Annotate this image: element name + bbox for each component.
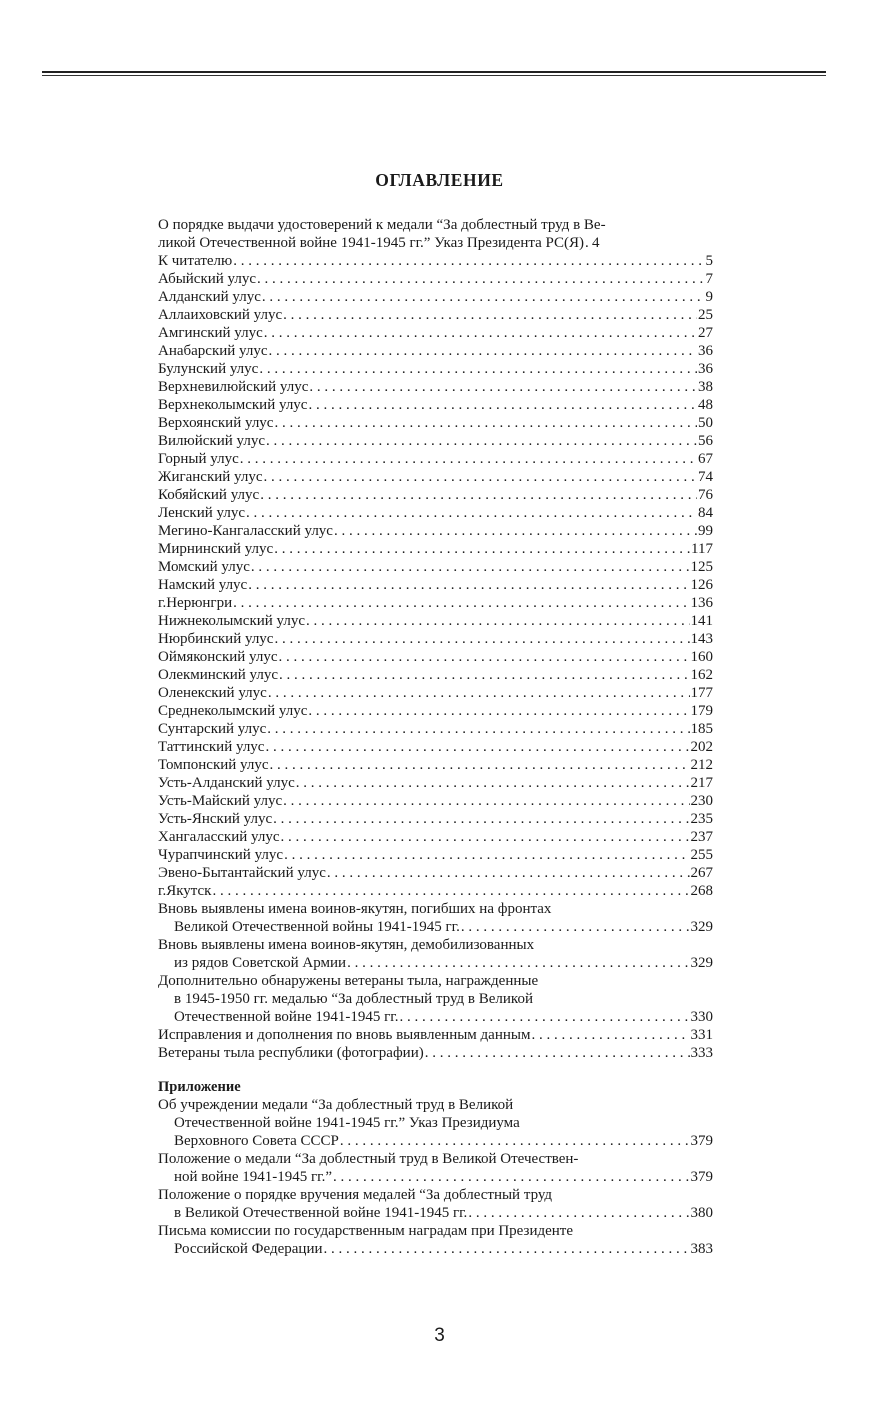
toc-entry-text: Усть-Майский улус <box>158 793 283 809</box>
toc-entry[interactable] <box>158 774 713 792</box>
toc-entry[interactable] <box>158 450 713 468</box>
dot-leader <box>306 612 689 630</box>
dot-leader <box>308 396 697 414</box>
toc-entry[interactable] <box>158 756 713 774</box>
toc-page-number: 329 <box>690 919 713 935</box>
toc-entry-text: Отечественной войне 1941-1945 гг.” Указ Президиума <box>174 1115 520 1131</box>
toc-entry-text: Российской Федерации <box>174 1241 323 1257</box>
toc-entry-text: Аллаиховский улус <box>158 307 283 323</box>
toc-entry-text: О порядке выдачи удостоверений к медали “За доблестный труд в Ве- <box>158 217 606 233</box>
toc-entry-text: Среднеколымский улус <box>158 703 308 719</box>
toc-entry[interactable] <box>158 558 713 576</box>
toc-entry[interactable] <box>158 1222 713 1258</box>
toc-entry[interactable] <box>158 630 713 648</box>
toc-page-number: 217 <box>690 775 713 791</box>
toc-entry-text: Вновь выявлены имена воинов-якутян, погибших на фронтах <box>158 901 552 917</box>
dot-leader <box>268 684 690 702</box>
toc-page-number: 185 <box>690 721 713 737</box>
dot-leader <box>425 1044 690 1062</box>
toc-page-number: 84 <box>698 505 713 521</box>
toc-page-number: 330 <box>690 1009 713 1025</box>
toc-entry[interactable] <box>158 702 713 720</box>
toc-page-number: 126 <box>690 577 713 593</box>
toc-page-number: 27 <box>698 325 713 341</box>
dot-leader <box>585 234 591 252</box>
dot-leader <box>281 828 690 846</box>
toc-page-number: 74 <box>698 469 713 485</box>
dot-leader <box>324 1240 690 1258</box>
toc-entry-text: Дополнительно обнаружены ветераны тыла, награжденные <box>158 973 539 989</box>
toc-entry[interactable] <box>158 540 713 558</box>
toc-entry[interactable] <box>158 576 713 594</box>
toc-entry-text: Алданский улус <box>158 289 261 305</box>
toc-entry[interactable] <box>158 738 713 756</box>
dot-leader <box>240 450 697 468</box>
toc-page-number: 235 <box>690 811 713 827</box>
toc-entry-text: К читателю <box>158 253 233 269</box>
toc-page-number: 212 <box>690 757 713 773</box>
toc-page-number: 36 <box>698 361 713 377</box>
dot-leader <box>262 288 705 306</box>
toc-page-number: 329 <box>690 955 713 971</box>
toc-page-number: 7 <box>705 271 713 287</box>
dot-leader <box>400 1008 690 1026</box>
toc-entry[interactable] <box>158 468 713 486</box>
toc-entry-text: Томпонский улус <box>158 757 269 773</box>
toc-entry-text: Об учреждении медали “За доблестный труд в Великой <box>158 1097 514 1113</box>
toc-entry-text: Верхнеколымский улус <box>158 397 308 413</box>
toc-entry-text: Письма комиссии по государственным наградам при Президенте <box>158 1223 573 1239</box>
toc-entry-text: г.Нерюнгри <box>158 595 233 611</box>
toc-entry-text: Абыйский улус <box>158 271 257 287</box>
dot-leader <box>334 522 697 540</box>
toc-entry[interactable] <box>158 882 713 900</box>
toc-page-number: 160 <box>690 649 713 665</box>
toc-entry-text: Амгинский улус <box>158 325 263 341</box>
toc-page-number: 67 <box>698 451 713 467</box>
toc-entry[interactable] <box>158 900 713 936</box>
toc-appendix-list <box>158 1096 713 1258</box>
toc-entry-text: ликой Отечественной войне 1941-1945 гг.” Указ Президента РС(Я) <box>158 235 585 251</box>
dot-leader <box>468 1204 689 1222</box>
toc-entry-text: Оймяконский улус <box>158 649 278 665</box>
toc-page-number: 36 <box>698 343 713 359</box>
toc-page-number: 76 <box>698 487 713 503</box>
toc-entry-text: Отечественной войне 1941-1945 гг. <box>174 1009 399 1025</box>
dot-leader <box>274 630 689 648</box>
dot-leader <box>284 846 689 864</box>
toc-entry-text: Нижнеколымский улус <box>158 613 306 629</box>
toc-entry[interactable] <box>158 432 713 450</box>
dot-leader <box>327 864 690 882</box>
dot-leader <box>248 576 689 594</box>
toc-entry[interactable] <box>158 486 713 504</box>
toc-entry-text: Великой Отечественной войны 1941-1945 гг. <box>174 919 460 935</box>
toc-page-number: 5 <box>705 253 713 269</box>
toc-entry-text: Эвено-Бытантайский улус <box>158 865 326 881</box>
toc-page-number: 177 <box>690 685 713 701</box>
toc-entry-text: Верхневилюйский улус <box>158 379 309 395</box>
toc-entry[interactable] <box>158 378 713 396</box>
toc-entry-text: Таттинский улус <box>158 739 265 755</box>
toc-page-number: 380 <box>690 1205 713 1221</box>
toc-entry[interactable] <box>158 1096 713 1150</box>
toc-page-number: 267 <box>690 865 713 881</box>
dot-leader <box>347 954 689 972</box>
dot-leader <box>251 558 690 576</box>
dot-leader <box>283 792 689 810</box>
toc-entry-text: Оленекский улус <box>158 685 267 701</box>
toc-page-number: 38 <box>698 379 713 395</box>
toc-entry[interactable] <box>158 684 713 702</box>
toc-entry-text: Анабарский улус <box>158 343 268 359</box>
toc-entry[interactable] <box>158 720 713 738</box>
dot-leader <box>233 594 689 612</box>
toc-entry[interactable] <box>158 360 713 378</box>
toc-page-number: 50 <box>698 415 713 431</box>
dot-leader <box>309 378 697 396</box>
toc-page-number: 117 <box>691 541 713 557</box>
dot-leader <box>283 306 697 324</box>
toc-entry-text: Верховного Совета СССР <box>174 1133 339 1149</box>
dot-leader <box>333 1168 689 1186</box>
toc-entry-text: Положение о медали “За доблестный труд в Великой Отечествен- <box>158 1151 579 1167</box>
toc-entry-text: Хангаласский улус <box>158 829 280 845</box>
appendix-heading: Приложение <box>158 1079 241 1095</box>
toc-entry[interactable] <box>158 324 713 342</box>
dot-leader <box>267 720 689 738</box>
toc-page-number: 255 <box>690 847 713 863</box>
dot-leader <box>264 468 697 486</box>
toc-entry-text: в 1945-1950 гг. медалью “За доблестный труд в Великой <box>174 991 533 1007</box>
toc-entry-text: Кобяйский улус <box>158 487 260 503</box>
toc-entry[interactable] <box>158 252 713 270</box>
toc-entry-text: в Великой Отечественной войне 1941-1945 гг. <box>174 1205 468 1221</box>
dot-leader <box>308 702 689 720</box>
toc-district-list <box>158 252 713 900</box>
toc-page-number: 125 <box>690 559 713 575</box>
dot-leader <box>531 1026 689 1044</box>
toc-entry-text: Намский улус <box>158 577 248 593</box>
dot-leader <box>461 918 690 936</box>
toc-entry-text: Олекминский улус <box>158 667 279 683</box>
toc-entry[interactable] <box>158 612 713 630</box>
toc-entry-text: Ветераны тыла республики (фотографии) <box>158 1045 424 1061</box>
toc-page-number: 333 <box>690 1045 713 1061</box>
toc-page-number: 141 <box>690 613 713 629</box>
dot-leader <box>274 414 697 432</box>
toc-entry[interactable] <box>158 342 713 360</box>
dot-leader <box>233 252 704 270</box>
toc-entry-text: Усть-Алданский улус <box>158 775 295 791</box>
page-title: ОГЛАВЛЕНИЕ <box>375 170 504 190</box>
dot-leader <box>260 486 697 504</box>
dot-leader <box>273 810 689 828</box>
toc-page-number: 379 <box>690 1169 713 1185</box>
toc-entry[interactable] <box>158 846 713 864</box>
dot-leader <box>270 756 690 774</box>
toc-entry-text: Положение о порядке вручения медалей “За доблестный труд <box>158 1187 553 1203</box>
toc-page-number: 383 <box>690 1241 713 1257</box>
toc-page-number: 143 <box>690 631 713 647</box>
toc-entry[interactable] <box>158 864 713 882</box>
toc-entry[interactable] <box>158 1026 713 1044</box>
dot-leader <box>340 1132 690 1150</box>
toc-entry-text: Момский улус <box>158 559 250 575</box>
toc-entry-text: Чурапчинский улус <box>158 847 284 863</box>
toc-entry-text: из рядов Советской Армии <box>174 955 347 971</box>
toc-entry-text: Горный улус <box>158 451 239 467</box>
toc-page-number: 9 <box>705 289 713 305</box>
toc-entry-text: Мирнинский улус <box>158 541 274 557</box>
toc-entry[interactable] <box>158 504 713 522</box>
dot-leader <box>269 342 697 360</box>
toc-page-number: 56 <box>698 433 713 449</box>
dot-leader <box>279 666 689 684</box>
toc-page-number: 4 <box>592 235 600 251</box>
toc-entry[interactable] <box>158 522 713 540</box>
toc-entry[interactable] <box>158 594 713 612</box>
toc-entry-intro[interactable] <box>158 216 713 252</box>
toc-page-number: 268 <box>690 883 713 899</box>
dot-leader <box>266 432 697 450</box>
toc-entry[interactable] <box>158 288 713 306</box>
toc-entry[interactable] <box>158 936 713 972</box>
dot-leader <box>279 648 690 666</box>
toc-additional-list <box>158 900 713 1062</box>
toc-entry-text: г.Якутск <box>158 883 212 899</box>
toc-entry-text: Ленский улус <box>158 505 245 521</box>
toc-entry-text: Усть-Янский улус <box>158 811 273 827</box>
toc-page-number: 331 <box>690 1027 713 1043</box>
dot-leader <box>296 774 690 792</box>
toc-entry[interactable] <box>158 810 713 828</box>
dot-leader <box>259 360 697 378</box>
toc-entry[interactable] <box>158 414 713 432</box>
toc-entry[interactable] <box>158 1186 713 1222</box>
toc-entry[interactable] <box>158 1044 713 1062</box>
toc-entry[interactable] <box>158 792 713 810</box>
toc-page-number: 237 <box>690 829 713 845</box>
toc-page-number: 230 <box>690 793 713 809</box>
toc-entry-text: ной войне 1941-1945 гг.” <box>174 1169 333 1185</box>
toc-entry-text: Сунтарский улус <box>158 721 267 737</box>
toc-entry[interactable] <box>158 648 713 666</box>
toc-entry[interactable] <box>158 666 713 684</box>
toc-entry[interactable] <box>158 396 713 414</box>
dot-leader <box>257 270 704 288</box>
toc-entry[interactable] <box>158 306 713 324</box>
toc-entry-text: Верхоянский улус <box>158 415 274 431</box>
toc-entry[interactable] <box>158 972 713 1026</box>
dot-leader <box>265 738 689 756</box>
table-of-contents <box>158 216 713 1258</box>
dot-leader <box>274 540 690 558</box>
toc-entry-text: Жиганский улус <box>158 469 263 485</box>
toc-entry[interactable] <box>158 270 713 288</box>
toc-entry[interactable] <box>158 1150 713 1186</box>
dot-leader <box>264 324 697 342</box>
toc-entry-text: Нюрбинский улус <box>158 631 274 647</box>
toc-page-number: 48 <box>698 397 713 413</box>
toc-entry-text: Вилюйский улус <box>158 433 265 449</box>
dot-leader <box>212 882 689 900</box>
toc-page-number: 25 <box>698 307 713 323</box>
toc-entry-text: Мегино-Кангаласский улус <box>158 523 333 539</box>
toc-page-number: 136 <box>690 595 713 611</box>
toc-page-number: 99 <box>698 523 713 539</box>
page-number: 3 <box>434 1325 445 1346</box>
toc-entry-text: Булунский улус <box>158 361 259 377</box>
toc-page-number: 202 <box>690 739 713 755</box>
toc-page-number: 379 <box>690 1133 713 1149</box>
toc-entry-text: Исправления и дополнения по вновь выявленным данным <box>158 1027 531 1043</box>
toc-page-number: 162 <box>690 667 713 683</box>
toc-entry-text: Вновь выявлены имена воинов-якутян, демобилизованных <box>158 937 535 953</box>
header-rule <box>42 71 826 76</box>
toc-page-number: 179 <box>690 703 713 719</box>
dot-leader <box>246 504 697 522</box>
toc-entry[interactable] <box>158 828 713 846</box>
